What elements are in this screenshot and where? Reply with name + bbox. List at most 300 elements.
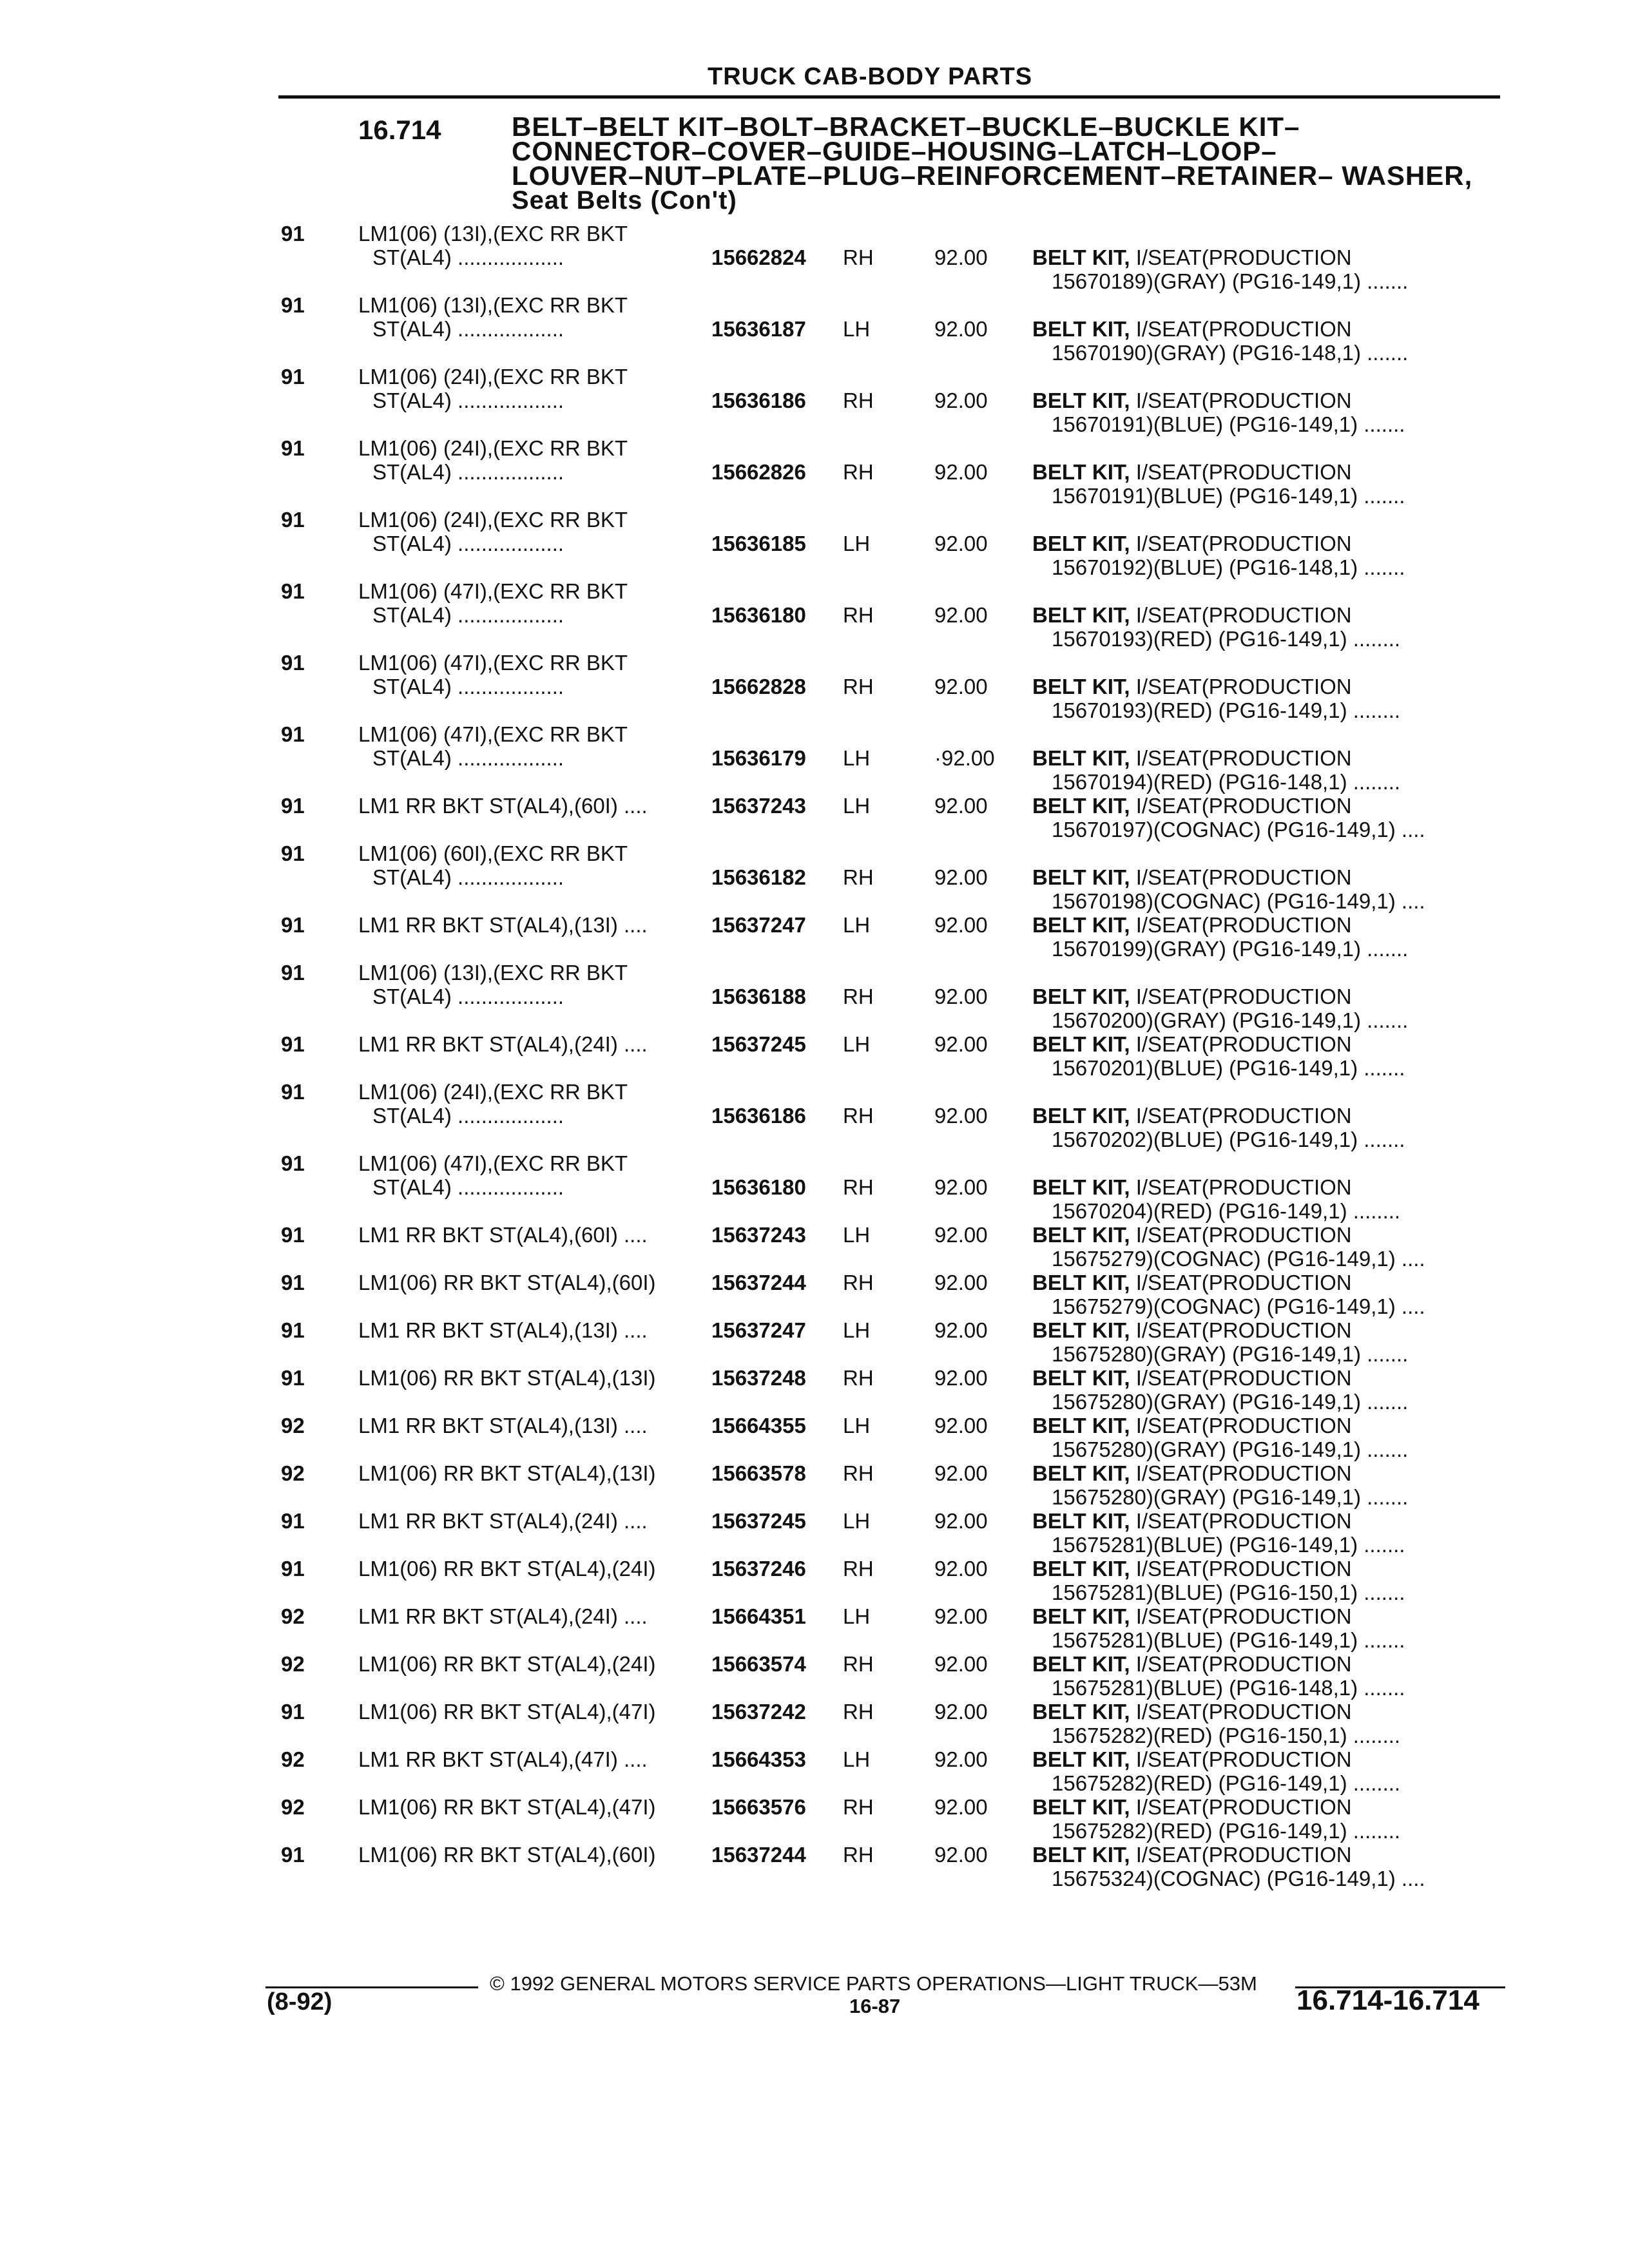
note-cell [1032, 1318, 1352, 1343]
qty-cell: 91 [281, 1032, 305, 1056]
footer-page-number: 16-87 [849, 1995, 901, 2017]
side-cell: RH [843, 1461, 874, 1485]
side-cell: RH [843, 1271, 874, 1294]
note-label: BELT KIT, [1032, 532, 1130, 555]
note-continuation-cell: 15675281)(BLUE) (PG16-148,1) ....... [1052, 1676, 1405, 1700]
table-row [0, 1414, 1629, 1461]
note-text: I/SEAT(PRODUCTION [1130, 985, 1352, 1008]
note-text: I/SEAT(PRODUCTION [1130, 1366, 1352, 1390]
side-cell: RH [843, 460, 874, 484]
price-cell: 92.00 [934, 1175, 988, 1199]
price-cell: ·92.00 [934, 746, 995, 770]
part-number-cell: 15637244 [711, 1271, 806, 1294]
description-cell: LM1 RR BKT ST(AL4),(24I) .... [358, 1604, 648, 1628]
price-cell: 92.00 [934, 913, 988, 937]
description-continuation-cell: ST(AL4) .................. [372, 603, 564, 627]
description-cell: LM1 RR BKT ST(AL4),(60I) .... [358, 1223, 648, 1247]
footer-section-range: 16.714-16.714 [1296, 1984, 1480, 2016]
price-cell: 92.00 [934, 1414, 988, 1437]
qty-cell: 91 [281, 365, 305, 389]
price-cell: 92.00 [934, 389, 988, 412]
note-cell [1032, 1271, 1352, 1295]
note-continuation-cell: 15675281)(BLUE) (PG16-149,1) ....... [1052, 1533, 1405, 1557]
note-text: I/SEAT(PRODUCTION [1130, 746, 1352, 770]
note-continuation-cell: 15675281)(BLUE) (PG16-149,1) ....... [1052, 1628, 1405, 1652]
qty-cell: 91 [281, 1223, 305, 1247]
part-number-cell: 15663576 [711, 1795, 806, 1819]
description-cell: LM1(06) (24I),(EXC RR BKT [358, 365, 628, 389]
qty-cell: 91 [281, 961, 305, 985]
part-number-cell: 15637248 [711, 1366, 806, 1390]
description-continuation-cell: ST(AL4) .................. [372, 1104, 564, 1128]
note-label: BELT KIT, [1032, 865, 1130, 889]
qty-cell: 91 [281, 1366, 305, 1390]
part-number-cell: 15662828 [711, 675, 806, 698]
table-row [0, 913, 1629, 961]
note-continuation-cell: 15675279)(COGNAC) (PG16-149,1) .... [1052, 1294, 1425, 1318]
note-cell [1032, 389, 1352, 413]
price-cell: 92.00 [934, 1032, 988, 1056]
note-text: I/SEAT(PRODUCTION [1130, 1604, 1352, 1628]
description-cell: LM1 RR BKT ST(AL4),(13I) .... [358, 1318, 648, 1342]
note-cell [1032, 1104, 1352, 1128]
qty-cell: 91 [281, 841, 305, 865]
footer-copyright: © 1992 GENERAL MOTORS SERVICE PARTS OPERATIONS—LIGHT TRUCK—53M [490, 1972, 1257, 1995]
side-cell: LH [843, 532, 871, 555]
description-continuation-cell: ST(AL4) .................. [372, 389, 564, 412]
table-row [0, 1652, 1629, 1700]
side-cell: LH [843, 1747, 871, 1771]
part-number-cell: 15636182 [711, 865, 806, 889]
note-cell [1032, 1223, 1352, 1247]
table-row [0, 1223, 1629, 1271]
qty-cell: 91 [281, 508, 305, 532]
side-cell: LH [843, 1223, 871, 1247]
note-continuation-cell: 15670202)(BLUE) (PG16-149,1) ....... [1052, 1128, 1405, 1151]
price-cell: 92.00 [934, 1557, 988, 1581]
note-continuation-cell: 15675281)(BLUE) (PG16-150,1) ....... [1052, 1581, 1405, 1604]
note-continuation-cell: 15670199)(GRAY) (PG16-149,1) ....... [1052, 937, 1409, 961]
price-cell: 92.00 [934, 865, 988, 889]
note-label: BELT KIT, [1032, 389, 1130, 412]
description-continuation-cell: ST(AL4) .................. [372, 245, 564, 269]
side-cell: RH [843, 1652, 874, 1676]
note-cell [1032, 1509, 1352, 1533]
side-cell: LH [843, 1414, 871, 1437]
part-number-cell: 15637243 [711, 794, 806, 818]
note-text: I/SEAT(PRODUCTION [1130, 675, 1352, 698]
section-subtitle: Seat Belts (Con't) [512, 186, 737, 215]
note-cell [1032, 460, 1352, 485]
note-continuation-cell: 15675324)(COGNAC) (PG16-149,1) .... [1052, 1867, 1425, 1890]
description-continuation-cell: ST(AL4) .................. [372, 1175, 564, 1199]
description-cell: LM1(06) (47I),(EXC RR BKT [358, 722, 628, 746]
note-cell [1032, 532, 1352, 556]
table-row [0, 1747, 1629, 1795]
note-label: BELT KIT, [1032, 675, 1130, 698]
note-cell [1032, 1652, 1352, 1677]
note-text: I/SEAT(PRODUCTION [1130, 913, 1352, 937]
qty-cell: 91 [281, 1318, 305, 1342]
note-continuation-cell: 15670194)(RED) (PG16-148,1) ........ [1052, 770, 1401, 794]
side-cell: RH [843, 1700, 874, 1724]
note-text: I/SEAT(PRODUCTION [1130, 1104, 1352, 1128]
note-text: I/SEAT(PRODUCTION [1130, 1843, 1352, 1867]
table-row [0, 436, 1629, 508]
part-number-cell: 15636179 [711, 746, 806, 770]
note-cell [1032, 1032, 1352, 1057]
table-row [0, 1271, 1629, 1318]
note-label: BELT KIT, [1032, 1318, 1130, 1342]
price-cell: 92.00 [934, 1843, 988, 1867]
section-title-line: CONNECTOR–COVER–GUIDE–HOUSING–LATCH–LOOP– [512, 136, 1277, 166]
note-cell [1032, 985, 1352, 1009]
table-row [0, 365, 1629, 436]
table-row [0, 961, 1629, 1032]
note-label: BELT KIT, [1032, 1604, 1130, 1628]
note-label: BELT KIT, [1032, 1366, 1130, 1390]
table-row [0, 1366, 1629, 1414]
description-cell: LM1(06) (47I),(EXC RR BKT [358, 579, 628, 603]
note-continuation-cell: 15670198)(COGNAC) (PG16-149,1) .... [1052, 889, 1425, 913]
note-label: BELT KIT, [1032, 1557, 1130, 1581]
qty-cell: 91 [281, 1557, 305, 1581]
note-continuation-cell: 15670189)(GRAY) (PG16-149,1) ....... [1052, 269, 1409, 293]
note-continuation-cell: 15670201)(BLUE) (PG16-149,1) ....... [1052, 1056, 1405, 1080]
price-cell: 92.00 [934, 603, 988, 627]
note-label: BELT KIT, [1032, 245, 1130, 269]
part-number-cell: 15636180 [711, 1175, 806, 1199]
description-cell: LM1(06) (13I),(EXC RR BKT [358, 293, 628, 317]
note-text: I/SEAT(PRODUCTION [1130, 1509, 1352, 1533]
price-cell: 92.00 [934, 1271, 988, 1294]
qty-cell: 91 [281, 1080, 305, 1104]
footer-date: (8-92) [267, 1988, 333, 2015]
side-cell: RH [843, 389, 874, 412]
description-continuation-cell: ST(AL4) .................. [372, 865, 564, 889]
price-cell: 92.00 [934, 532, 988, 555]
qty-cell: 92 [281, 1747, 305, 1771]
description-cell: LM1(06) RR BKT ST(AL4),(24I) [358, 1652, 656, 1676]
qty-cell: 91 [281, 293, 305, 317]
note-cell [1032, 317, 1352, 341]
note-text: I/SEAT(PRODUCTION [1130, 1223, 1352, 1247]
part-number-cell: 15637244 [711, 1843, 806, 1867]
qty-cell: 92 [281, 1795, 305, 1819]
description-cell: LM1(06) (24I),(EXC RR BKT [358, 508, 628, 532]
description-cell: LM1(06) (47I),(EXC RR BKT [358, 651, 628, 675]
table-row [0, 1032, 1629, 1080]
note-cell [1032, 603, 1352, 628]
description-cell: LM1(06) RR BKT ST(AL4),(24I) [358, 1557, 656, 1581]
note-text: I/SEAT(PRODUCTION [1130, 1652, 1352, 1676]
side-cell: RH [843, 1843, 874, 1867]
note-text: I/SEAT(PRODUCTION [1130, 317, 1352, 341]
header-rule [278, 95, 1500, 99]
table-row [0, 1080, 1629, 1151]
qty-cell: 91 [281, 1151, 305, 1175]
description-cell: LM1 RR BKT ST(AL4),(13I) .... [358, 913, 648, 937]
note-continuation-cell: 15670193)(RED) (PG16-149,1) ........ [1052, 627, 1401, 651]
table-row [0, 1843, 1629, 1890]
note-label: BELT KIT, [1032, 1223, 1130, 1247]
qty-cell: 92 [281, 1461, 305, 1485]
description-cell: LM1(06) RR BKT ST(AL4),(60I) [358, 1271, 656, 1294]
table-row [0, 722, 1629, 794]
note-label: BELT KIT, [1032, 1271, 1130, 1294]
note-text: I/SEAT(PRODUCTION [1130, 1700, 1352, 1724]
part-number-cell: 15637247 [711, 913, 806, 937]
price-cell: 92.00 [934, 1747, 988, 1771]
note-text: I/SEAT(PRODUCTION [1130, 1175, 1352, 1199]
part-number-cell: 15663578 [711, 1461, 806, 1485]
part-number-cell: 15637247 [711, 1318, 806, 1342]
note-label: BELT KIT, [1032, 460, 1130, 484]
price-cell: 92.00 [934, 985, 988, 1008]
table-row [0, 579, 1629, 651]
note-label: BELT KIT, [1032, 1509, 1130, 1533]
price-cell: 92.00 [934, 245, 988, 269]
note-cell [1032, 245, 1352, 270]
note-continuation-cell: 15670192)(BLUE) (PG16-148,1) ....... [1052, 555, 1405, 579]
table-row [0, 794, 1629, 841]
qty-cell: 91 [281, 794, 305, 818]
note-continuation-cell: 15670197)(COGNAC) (PG16-149,1) .... [1052, 818, 1425, 841]
note-continuation-cell: 15670191)(BLUE) (PG16-149,1) ....... [1052, 412, 1405, 436]
side-cell: LH [843, 746, 871, 770]
note-text: I/SEAT(PRODUCTION [1130, 1461, 1352, 1485]
note-cell [1032, 1414, 1352, 1438]
part-number-cell: 15637243 [711, 1223, 806, 1247]
description-continuation-cell: ST(AL4) .................. [372, 317, 564, 341]
description-cell: LM1(06) RR BKT ST(AL4),(60I) [358, 1843, 656, 1867]
note-continuation-cell: 15670191)(BLUE) (PG16-149,1) ....... [1052, 484, 1405, 508]
price-cell: 92.00 [934, 460, 988, 484]
description-cell: LM1(06) RR BKT ST(AL4),(47I) [358, 1795, 656, 1819]
qty-cell: 91 [281, 722, 305, 746]
parts-list [0, 222, 1629, 1890]
qty-cell: 92 [281, 1604, 305, 1628]
table-row [0, 1700, 1629, 1747]
description-continuation-cell: ST(AL4) .................. [372, 460, 564, 484]
description-continuation-cell: ST(AL4) .................. [372, 675, 564, 698]
description-cell: LM1 RR BKT ST(AL4),(60I) .... [358, 794, 648, 818]
qty-cell: 91 [281, 436, 305, 460]
side-cell: RH [843, 1104, 874, 1128]
note-text: I/SEAT(PRODUCTION [1130, 1557, 1352, 1581]
side-cell: RH [843, 1557, 874, 1581]
qty-cell: 91 [281, 1700, 305, 1724]
side-cell: LH [843, 1604, 871, 1628]
note-cell [1032, 1557, 1352, 1581]
side-cell: LH [843, 1318, 871, 1342]
note-label: BELT KIT, [1032, 603, 1130, 627]
table-row [0, 1795, 1629, 1843]
price-cell: 92.00 [934, 317, 988, 341]
note-text: I/SEAT(PRODUCTION [1130, 1318, 1352, 1342]
description-cell: LM1(06) (24I),(EXC RR BKT [358, 1080, 628, 1104]
note-cell [1032, 794, 1352, 818]
note-label: BELT KIT, [1032, 1795, 1130, 1819]
description-continuation-cell: ST(AL4) .................. [372, 985, 564, 1008]
part-number-cell: 15636188 [711, 985, 806, 1008]
qty-cell: 91 [281, 913, 305, 937]
price-cell: 92.00 [934, 1366, 988, 1390]
price-cell: 92.00 [934, 794, 988, 818]
qty-cell: 91 [281, 1271, 305, 1294]
part-number-cell: 15664351 [711, 1604, 806, 1628]
description-cell: LM1 RR BKT ST(AL4),(47I) .... [358, 1747, 648, 1771]
note-label: BELT KIT, [1032, 1414, 1130, 1437]
note-label: BELT KIT, [1032, 1843, 1130, 1867]
note-continuation-cell: 15675280)(GRAY) (PG16-149,1) ....... [1052, 1342, 1409, 1366]
side-cell: LH [843, 913, 871, 937]
price-cell: 92.00 [934, 1604, 988, 1628]
table-row [0, 293, 1629, 365]
note-cell [1032, 1175, 1352, 1200]
note-label: BELT KIT, [1032, 317, 1130, 341]
table-row [0, 222, 1629, 293]
note-text: I/SEAT(PRODUCTION [1130, 532, 1352, 555]
section-title-line: LOUVER–NUT–PLATE–PLUG–REINFORCEMENT–RETAINER– WASHER, [512, 160, 1473, 191]
note-cell [1032, 746, 1352, 771]
note-cell [1032, 1604, 1352, 1629]
qty-cell: 91 [281, 651, 305, 675]
description-continuation-cell: ST(AL4) .................. [372, 532, 564, 555]
table-row [0, 1604, 1629, 1652]
note-continuation-cell: 15675280)(GRAY) (PG16-149,1) ....... [1052, 1485, 1409, 1509]
note-cell [1032, 1461, 1352, 1486]
note-continuation-cell: 15675280)(GRAY) (PG16-149,1) ....... [1052, 1437, 1409, 1461]
qty-cell: 91 [281, 579, 305, 603]
part-number-cell: 15637242 [711, 1700, 806, 1724]
part-number-cell: 15637246 [711, 1557, 806, 1581]
description-cell: LM1(06) RR BKT ST(AL4),(13I) [358, 1461, 656, 1485]
note-cell [1032, 865, 1352, 890]
side-cell: RH [843, 865, 874, 889]
note-text: I/SEAT(PRODUCTION [1130, 1747, 1352, 1771]
description-cell: LM1(06) (13I),(EXC RR BKT [358, 222, 628, 245]
side-cell: RH [843, 1175, 874, 1199]
note-cell [1032, 1747, 1352, 1772]
side-cell: LH [843, 794, 871, 818]
note-label: BELT KIT, [1032, 1461, 1130, 1485]
description-cell: LM1(06) RR BKT ST(AL4),(47I) [358, 1700, 656, 1724]
table-row [0, 1461, 1629, 1509]
note-label: BELT KIT, [1032, 746, 1130, 770]
part-number-cell: 15636185 [711, 532, 806, 555]
note-cell [1032, 1700, 1352, 1724]
note-text: I/SEAT(PRODUCTION [1130, 1414, 1352, 1437]
note-continuation-cell: 15675279)(COGNAC) (PG16-149,1) .... [1052, 1247, 1425, 1271]
table-row [0, 841, 1629, 913]
part-number-cell: 15662824 [711, 245, 806, 269]
note-cell [1032, 675, 1352, 699]
note-continuation-cell: 15675282)(RED) (PG16-149,1) ........ [1052, 1819, 1401, 1843]
note-continuation-cell: 15675282)(RED) (PG16-149,1) ........ [1052, 1771, 1401, 1795]
note-continuation-cell: 15675282)(RED) (PG16-150,1) ........ [1052, 1724, 1401, 1747]
price-cell: 92.00 [934, 1700, 988, 1724]
side-cell: LH [843, 1032, 871, 1056]
note-text: I/SEAT(PRODUCTION [1130, 245, 1352, 269]
part-number-cell: 15662826 [711, 460, 806, 484]
table-row [0, 1509, 1629, 1557]
description-cell: LM1(06) (47I),(EXC RR BKT [358, 1151, 628, 1175]
part-number-cell: 15636187 [711, 317, 806, 341]
note-label: BELT KIT, [1032, 1032, 1130, 1056]
side-cell: RH [843, 1795, 874, 1819]
price-cell: 92.00 [934, 1104, 988, 1128]
note-label: BELT KIT, [1032, 985, 1130, 1008]
part-number-cell: 15664353 [711, 1747, 806, 1771]
note-cell [1032, 1366, 1352, 1390]
note-cell [1032, 913, 1352, 937]
qty-cell: 91 [281, 1843, 305, 1867]
note-text: I/SEAT(PRODUCTION [1130, 1032, 1352, 1056]
part-number-cell: 15637245 [711, 1032, 806, 1056]
note-cell [1032, 1795, 1352, 1820]
description-cell: LM1 RR BKT ST(AL4),(24I) .... [358, 1509, 648, 1533]
price-cell: 92.00 [934, 1461, 988, 1485]
note-label: BELT KIT, [1032, 1747, 1130, 1771]
part-number-cell: 15664355 [711, 1414, 806, 1437]
qty-cell: 92 [281, 1414, 305, 1437]
note-continuation-cell: 15675280)(GRAY) (PG16-149,1) ....... [1052, 1390, 1409, 1414]
note-label: BELT KIT, [1032, 1700, 1130, 1724]
description-cell: LM1(06) (24I),(EXC RR BKT [358, 436, 628, 460]
note-text: I/SEAT(PRODUCTION [1130, 603, 1352, 627]
note-continuation-cell: 15670193)(RED) (PG16-149,1) ........ [1052, 698, 1401, 722]
note-continuation-cell: 15670204)(RED) (PG16-149,1) ........ [1052, 1199, 1401, 1223]
note-label: BELT KIT, [1032, 1652, 1130, 1676]
qty-cell: 91 [281, 222, 305, 245]
side-cell: LH [843, 317, 871, 341]
note-continuation-cell: 15670200)(GRAY) (PG16-149,1) ....... [1052, 1008, 1409, 1032]
note-text: I/SEAT(PRODUCTION [1130, 389, 1352, 412]
note-label: BELT KIT, [1032, 1175, 1130, 1199]
note-text: I/SEAT(PRODUCTION [1130, 1795, 1352, 1819]
note-text: I/SEAT(PRODUCTION [1130, 794, 1352, 818]
note-label: BELT KIT, [1032, 794, 1130, 818]
note-label: BELT KIT, [1032, 913, 1130, 937]
page-header: TRUCK CAB-BODY PARTS [708, 63, 1033, 90]
table-row [0, 651, 1629, 722]
price-cell: 92.00 [934, 1509, 988, 1533]
table-row [0, 1318, 1629, 1366]
side-cell: RH [843, 603, 874, 627]
side-cell: RH [843, 985, 874, 1008]
price-cell: 92.00 [934, 675, 988, 698]
note-label: BELT KIT, [1032, 1104, 1130, 1128]
description-cell: LM1(06) RR BKT ST(AL4),(13I) [358, 1366, 656, 1390]
description-cell: LM1(06) (60I),(EXC RR BKT [358, 841, 628, 865]
table-row [0, 508, 1629, 579]
description-cell: LM1(06) (13I),(EXC RR BKT [358, 961, 628, 985]
note-continuation-cell: 15670190)(GRAY) (PG16-148,1) ....... [1052, 341, 1409, 365]
price-cell: 92.00 [934, 1223, 988, 1247]
price-cell: 92.00 [934, 1795, 988, 1819]
description-cell: LM1 RR BKT ST(AL4),(24I) .... [358, 1032, 648, 1056]
section-title-line: BELT–BELT KIT–BOLT–BRACKET–BUCKLE–BUCKLE KIT– [512, 111, 1300, 142]
part-number-cell: 15636180 [711, 603, 806, 627]
price-cell: 92.00 [934, 1652, 988, 1676]
note-text: I/SEAT(PRODUCTION [1130, 865, 1352, 889]
note-text: I/SEAT(PRODUCTION [1130, 1271, 1352, 1294]
side-cell: LH [843, 1509, 871, 1533]
table-row [0, 1151, 1629, 1223]
part-number-cell: 15637245 [711, 1509, 806, 1533]
note-text: I/SEAT(PRODUCTION [1130, 460, 1352, 484]
